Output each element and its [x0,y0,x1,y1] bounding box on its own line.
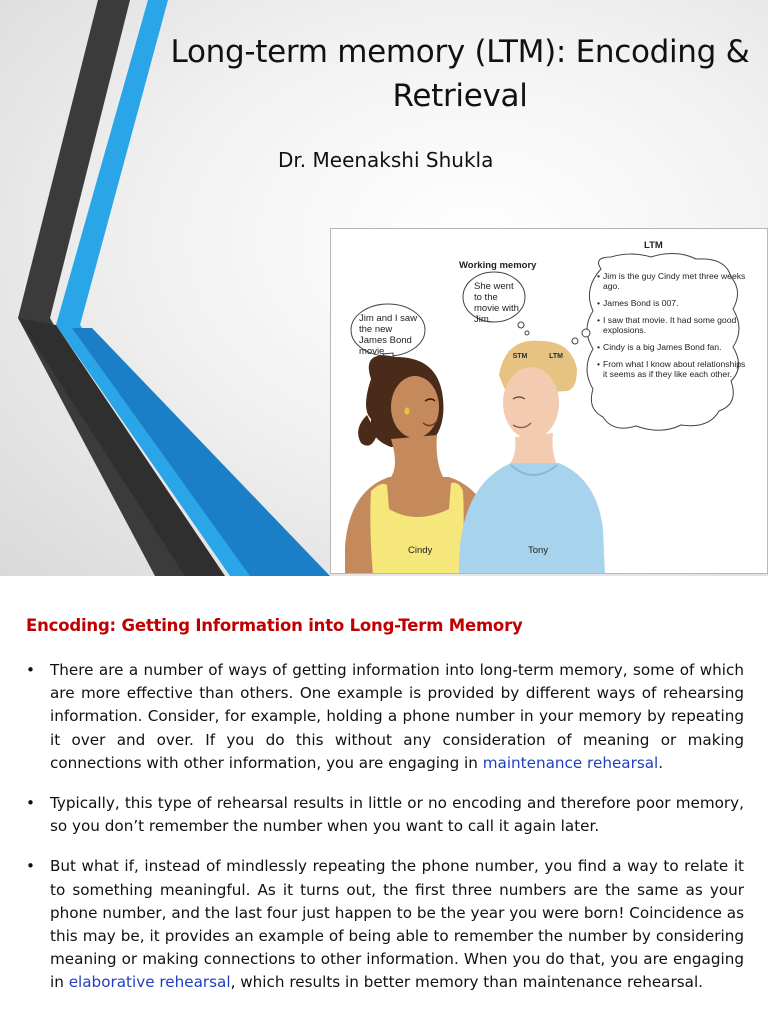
bullet-icon: • [26,794,35,813]
paragraph-text: Typically, this type of rehearsal results in little or no encoding and therefore poor memory, so you don’t remember the number when you want to call it again later. [50,794,744,836]
tony-thought-text: She went to the movie with Jim. [474,281,519,325]
memory-illustration [330,228,768,574]
ltm-knowledge-list [597,271,747,386]
key-term: maintenance rehearsal [482,753,659,772]
ltm-label: LTM [644,240,663,251]
bullet-icon: • [26,857,35,876]
slide-author: Dr. Meenakshi Shukla [278,148,494,172]
cindy-speech-text: Jim and I saw the new James Bond movie. [359,313,418,357]
ltm-item: • James Bond is 007. [597,298,747,308]
paragraph-text: There are a number of ways of getting information into long-term memory, some of which are more effective than others. One example is provided by different ways of rehearsing information. Consider, for example, holding a phone number in your memory by repeating it over and over. If you do this without any consideration of meaning or making connections with other information, you are engaging in [50,661,744,772]
bullet-paragraph [26,659,744,775]
tony-figure [459,341,605,574]
section-heading: Encoding: Getting Information into Long-Term Memory [26,616,523,635]
document-section [0,576,768,1024]
cindy-caption: Cindy [408,545,433,556]
slide-title: Long-term memory (LTM): Encoding & Retrieval [170,34,750,114]
paragraph-text: . [658,753,664,772]
bullet-icon: • [26,661,35,679]
bullet-list [26,659,744,1012]
key-term: elaborative rehearsal [68,973,231,992]
ltm-item: • Cindy is a big James Bond fan. [597,342,747,352]
tony-caption: Tony [528,545,549,556]
paragraph-text: But what if, instead of mindlessly repeating the phone number, you find a way to relate it to something meaningful. As it turns out, the first three numbers are the same as your phone number, and the last four just happen to be the year you were born! Coincidence as this may be, it provides an example of being able to remember the number by considering meaning or making connections to other information. When you do that, you are engaging in [50,857,744,992]
bullet-paragraph [26,792,744,838]
ltm-tag: LTM [549,353,563,360]
ltm-item: • Jim is the guy Cindy met three weeks ago. [597,271,747,291]
bullet-paragraph [26,855,744,994]
paragraph-text: , which results in better memory than maintenance rehearsal. [230,973,704,992]
working-memory-label: Working memory [459,260,537,271]
ltm-item: • I saw that movie. It had some good explosions. [597,315,747,335]
ltm-item: • From what I know about relationships it seems as if they like each other. [597,359,747,379]
stm-tag: STM [512,353,528,360]
